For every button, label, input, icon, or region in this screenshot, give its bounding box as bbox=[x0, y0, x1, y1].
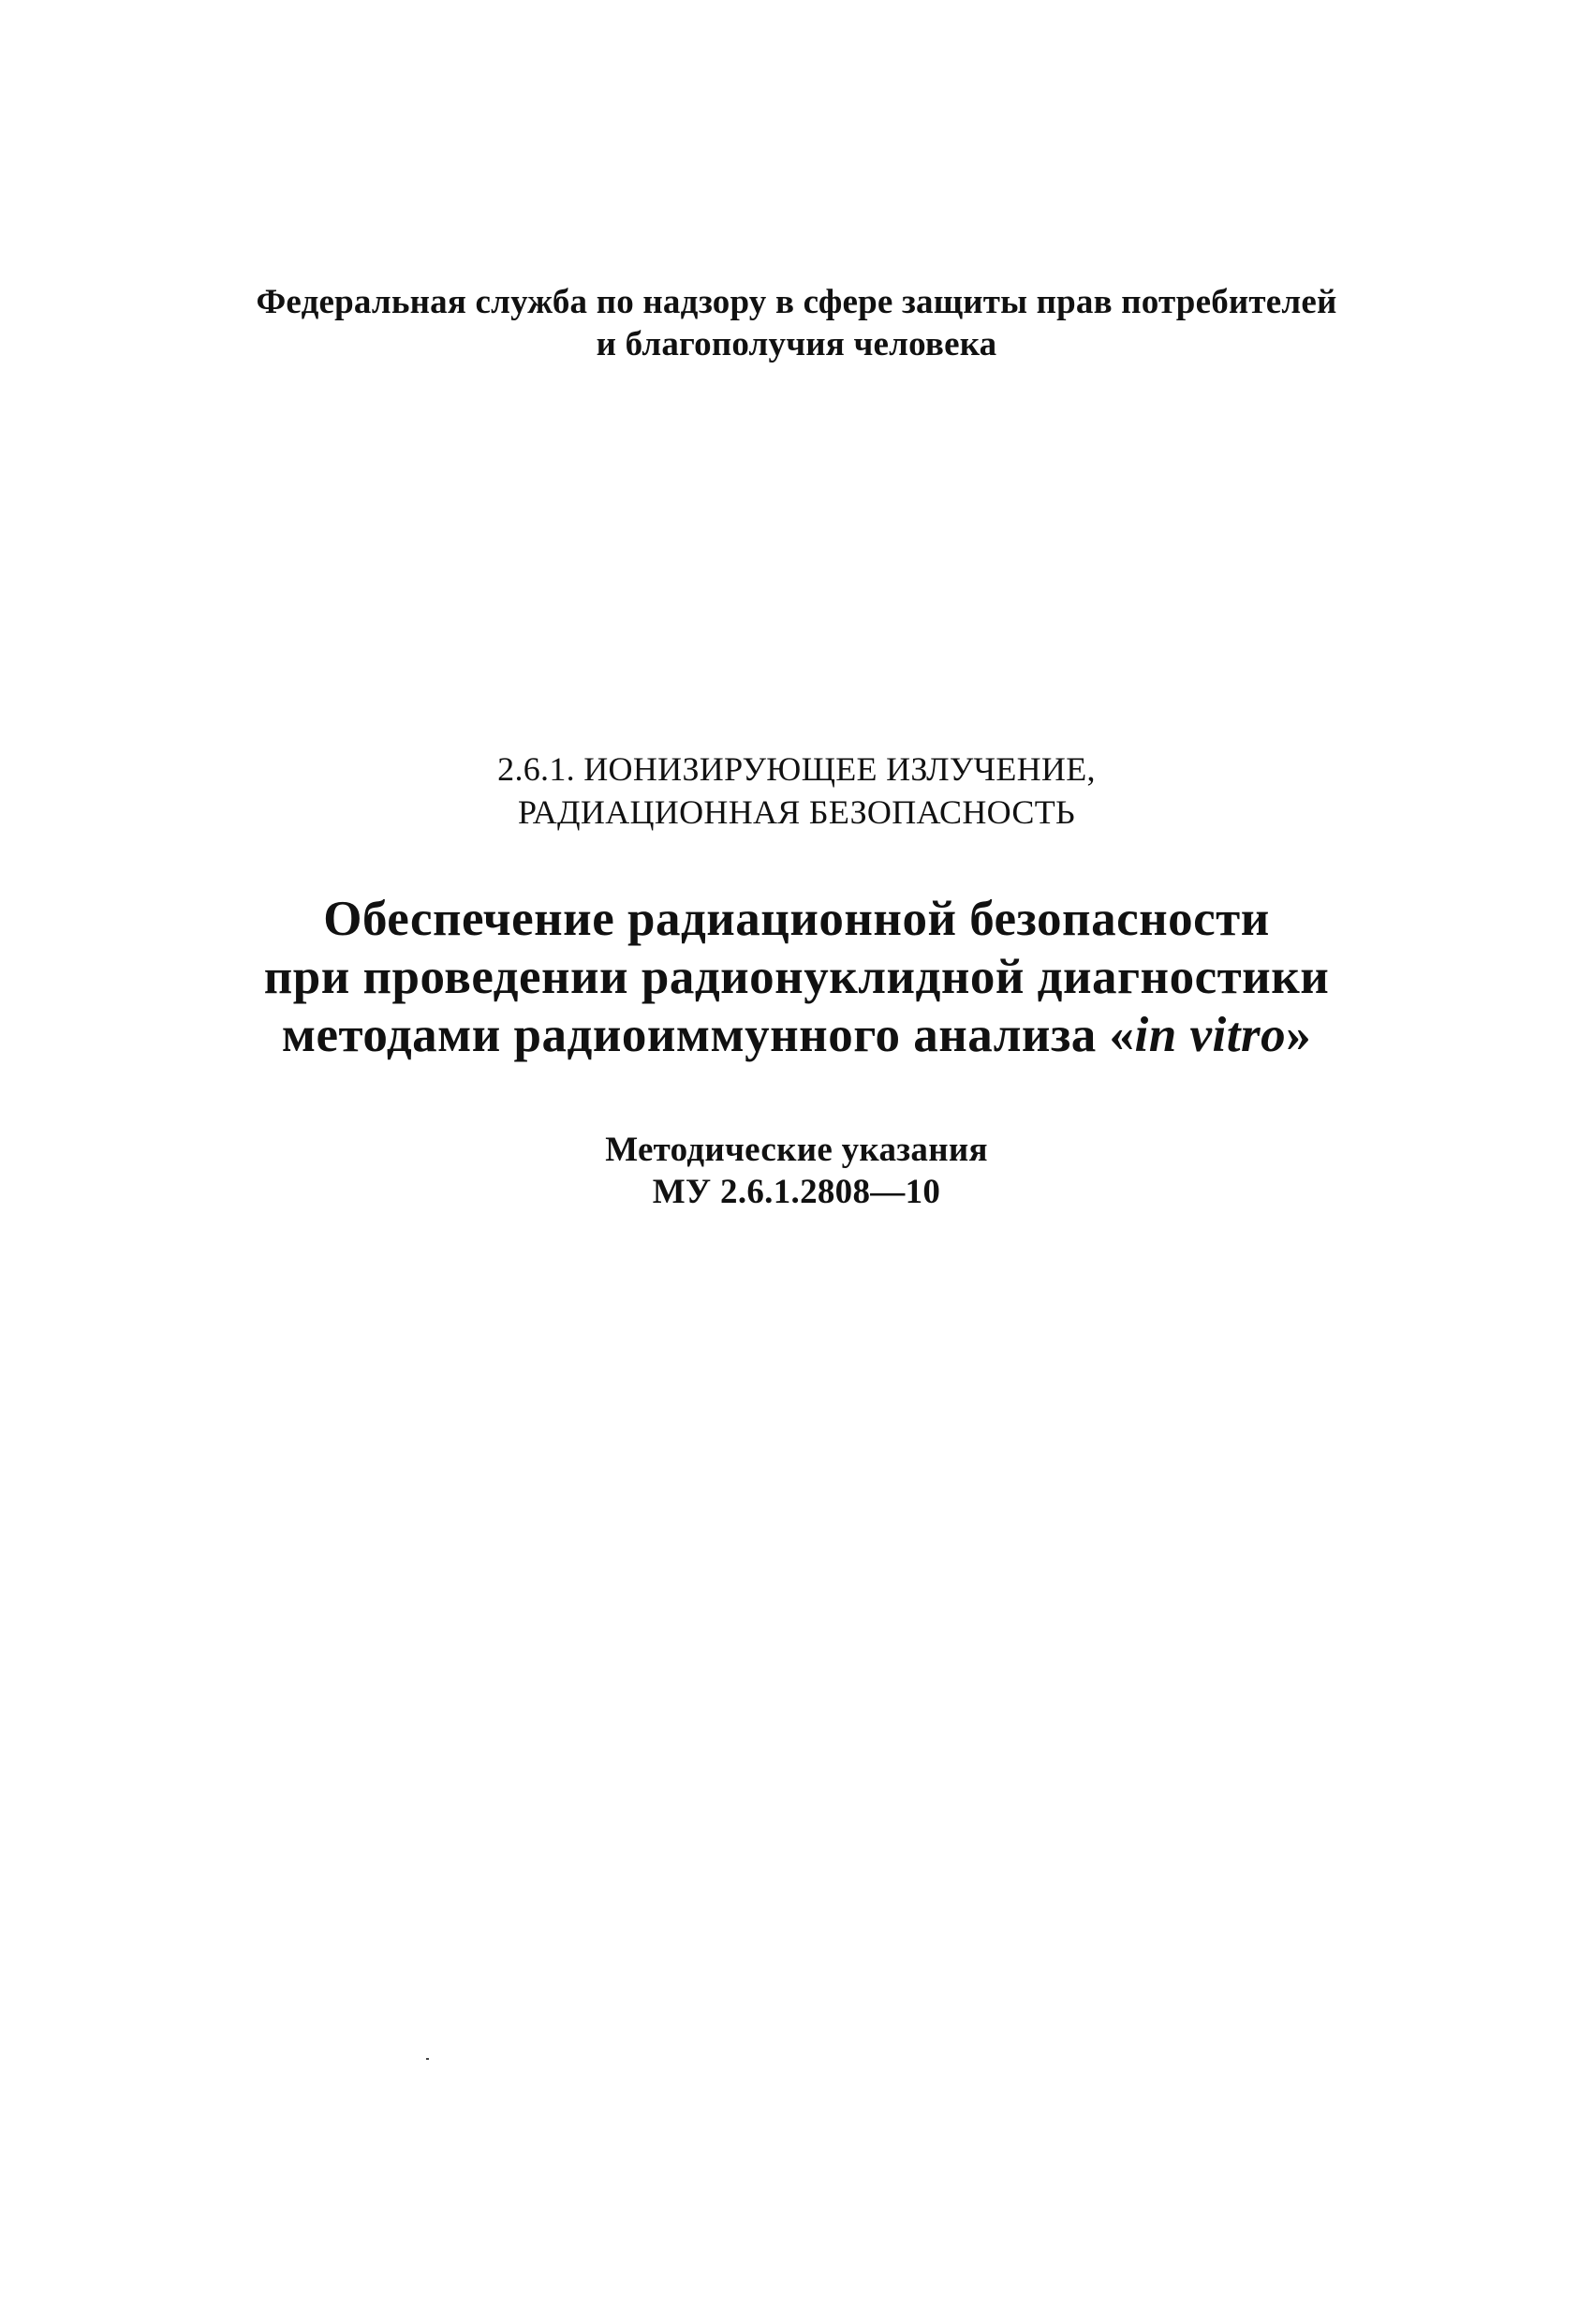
title-line-3-suffix: » bbox=[1286, 1008, 1312, 1062]
document-type bbox=[0, 1129, 1593, 1213]
title-line-2: при проведении радионуклидной диагностики bbox=[263, 950, 1330, 1004]
issuing-agency bbox=[0, 281, 1593, 365]
section-line-1: 2.6.1. ИОНИЗИРУЮЩЕЕ ИЗЛУЧЕНИЕ, bbox=[497, 750, 1096, 788]
document-number: МУ 2.6.1.2808—10 bbox=[652, 1173, 941, 1211]
agency-line-2: и благополучия человека bbox=[596, 325, 997, 363]
title-line-3 bbox=[0, 1006, 1593, 1064]
scan-speck bbox=[426, 2058, 429, 2060]
title-line-1: Обеспечение радиационной безопасности bbox=[323, 892, 1270, 946]
document-type-label: Методические указания bbox=[605, 1131, 988, 1169]
document-title bbox=[0, 890, 1593, 1064]
title-line-3-italic: in vitro bbox=[1134, 1008, 1287, 1062]
title-line-3-prefix: методами радиоиммунного анализа « bbox=[281, 1008, 1135, 1062]
agency-line-1: Федеральная служба по надзору в сфере защиты прав потребителей bbox=[256, 283, 1337, 321]
section-heading bbox=[0, 748, 1593, 834]
section-line-2: РАДИАЦИОННАЯ БЕЗОПАСНОСТЬ bbox=[518, 793, 1075, 831]
